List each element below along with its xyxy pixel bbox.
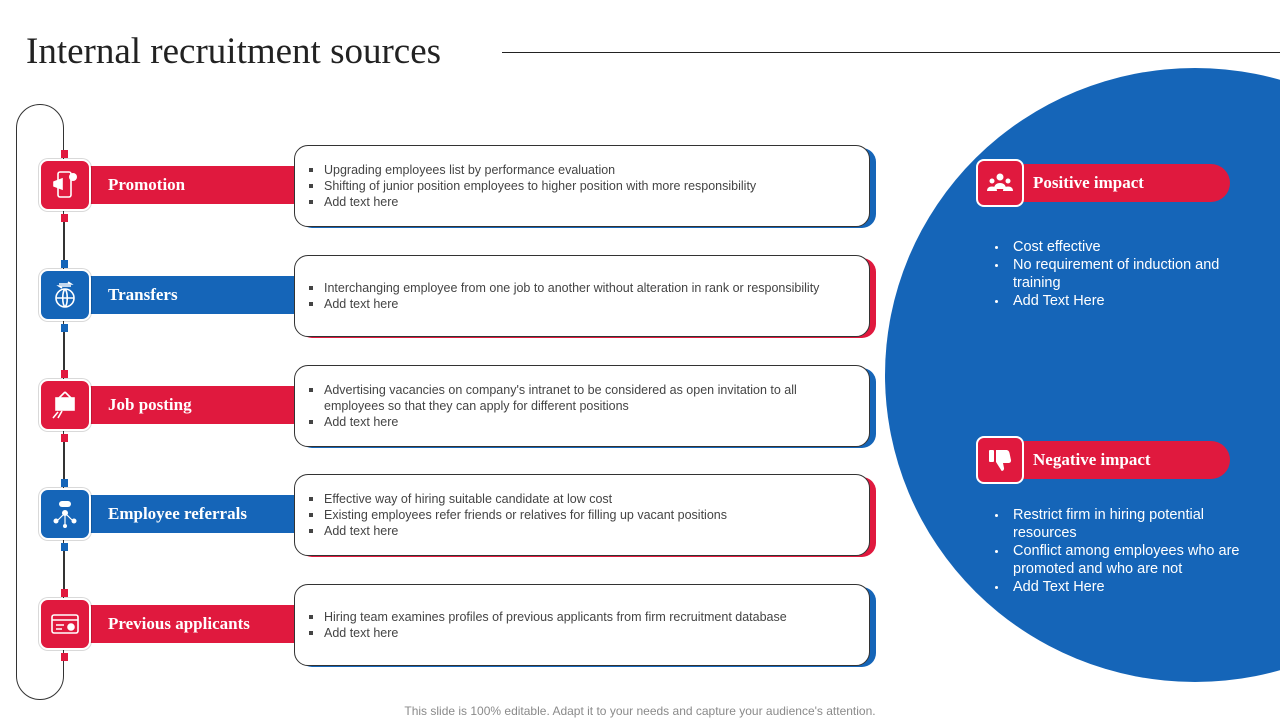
timeline-tick bbox=[61, 434, 68, 442]
job-sign-icon bbox=[39, 379, 91, 431]
page-title: Internal recruitment sources bbox=[26, 31, 442, 72]
list-item: Interchanging employee from one job to another without alteration in rank or responsibility bbox=[309, 280, 819, 296]
list-item: Shifting of junior position employees to higher position with more responsibility bbox=[309, 178, 756, 194]
source-row bbox=[0, 365, 880, 447]
negative-impact-title: Negative impact bbox=[1033, 450, 1151, 469]
source-label-text: Promotion bbox=[108, 175, 186, 194]
megaphone-phone-icon bbox=[39, 159, 91, 211]
source-label bbox=[90, 605, 300, 643]
source-label-text: Job posting bbox=[108, 395, 192, 414]
footer-note: This slide is 100% editable. Adapt it to your needs and capture your audience's attention. bbox=[404, 704, 876, 718]
source-row bbox=[0, 255, 880, 337]
timeline-tick bbox=[61, 260, 68, 268]
timeline-tick bbox=[61, 479, 68, 487]
list-item: No requirement of induction and training bbox=[995, 256, 1255, 292]
timeline-tick bbox=[61, 150, 68, 158]
source-row bbox=[0, 584, 880, 666]
source-row bbox=[0, 474, 880, 556]
thumbs-down-icon bbox=[976, 436, 1024, 484]
list-item: Add Text Here bbox=[995, 292, 1255, 310]
list-item: Conflict among employees who are promoted and who are not bbox=[995, 542, 1255, 578]
timeline-tick bbox=[61, 214, 68, 222]
list-item: Add text here bbox=[309, 625, 787, 641]
list-item: Add text here bbox=[309, 414, 839, 430]
list-item: Cost effective bbox=[995, 238, 1255, 256]
list-item: Add text here bbox=[309, 194, 756, 210]
team-icon bbox=[976, 159, 1024, 207]
source-description bbox=[294, 145, 870, 227]
timeline-tick bbox=[61, 370, 68, 378]
list-item: Effective way of hiring suitable candidate at low cost bbox=[309, 491, 727, 507]
timeline-tick bbox=[61, 589, 68, 597]
source-row bbox=[0, 145, 880, 227]
people-network-icon bbox=[39, 488, 91, 540]
list-item: Add text here bbox=[309, 296, 819, 312]
list-item: Existing employees refer friends or relatives for filling up vacant positions bbox=[309, 507, 727, 523]
source-description bbox=[294, 584, 870, 666]
source-label-text: Previous applicants bbox=[108, 614, 250, 633]
source-label-text: Employee referrals bbox=[108, 504, 247, 523]
id-card-icon bbox=[39, 598, 91, 650]
source-description bbox=[294, 365, 870, 447]
list-item: Hiring team examines profiles of previous applicants from firm recruitment database bbox=[309, 609, 787, 625]
timeline-tick bbox=[61, 543, 68, 551]
timeline-tick bbox=[61, 324, 68, 332]
source-label bbox=[90, 386, 300, 424]
source-description bbox=[294, 474, 870, 556]
list-item: Upgrading employees list by performance evaluation bbox=[309, 162, 756, 178]
negative-impact-list bbox=[995, 506, 1255, 596]
source-label bbox=[90, 166, 300, 204]
source-label bbox=[90, 276, 300, 314]
title-divider bbox=[502, 52, 1280, 53]
positive-impact-list bbox=[995, 238, 1255, 310]
globe-exchange-icon bbox=[39, 269, 91, 321]
list-item: Add text here bbox=[309, 523, 727, 539]
positive-impact-title: Positive impact bbox=[1033, 173, 1144, 192]
source-label-text: Transfers bbox=[108, 285, 178, 304]
list-item: Advertising vacancies on company's intranet to be considered as open invitation to all employees so that they can apply for different positions bbox=[309, 382, 839, 414]
list-item: Restrict firm in hiring potential resources bbox=[995, 506, 1255, 542]
source-label bbox=[90, 495, 300, 533]
timeline-tick bbox=[61, 653, 68, 661]
list-item: Add Text Here bbox=[995, 578, 1255, 596]
source-description bbox=[294, 255, 870, 337]
